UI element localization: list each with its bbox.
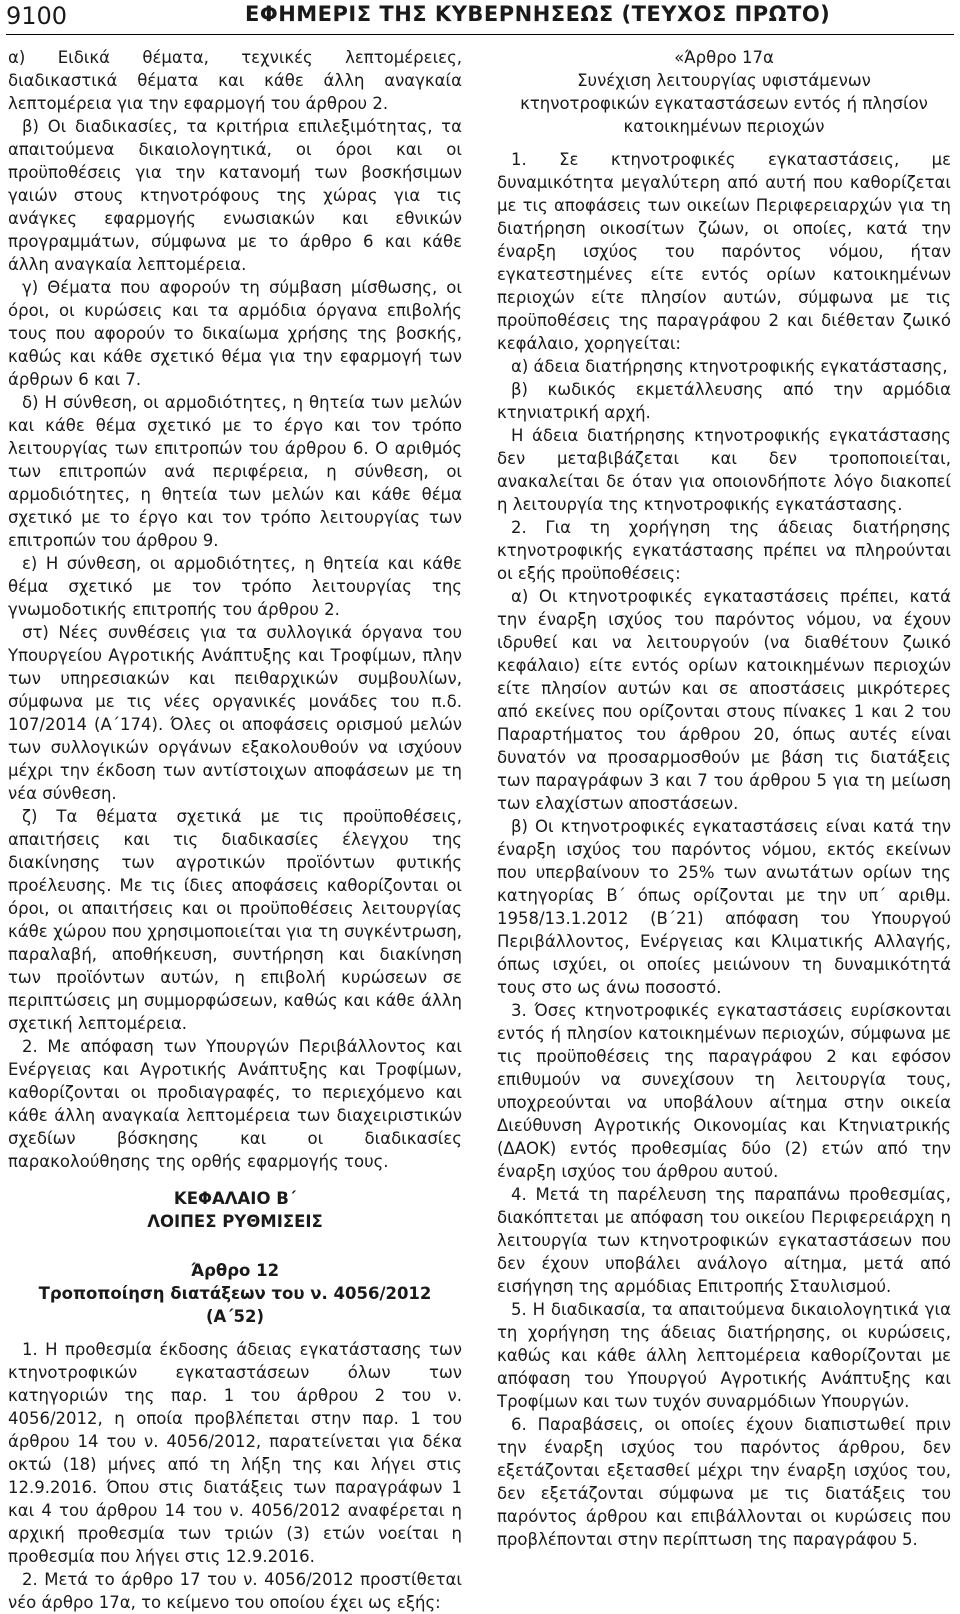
paragraph: α) Ειδικά θέματα, τεχνικές λεπτομέρειες, διαδικαστικά θέματα και κάθε άλλη αναγκαία λεπτομέρεια για την εφαρμογή του άρθρου 2. [8, 48, 462, 113]
paragraph: α) άδεια διατήρησης κτηνοτροφικής εγκατάστασης, [511, 357, 948, 376]
chapter-title: ΛΟΙΠΕΣ ΡΥΘΜΙΣΕΙΣ [147, 1212, 323, 1231]
paragraph: γ) Θέματα που αφορούν τη σύμβαση μίσθωσης, οι όροι, οι κυρώσεις και τα αρμόδια όργανα επιβολής τους που αφορούν το δικαίωμα χρήσης της βοσκής, καθώς και κάθε σχετικό θέμα για την εφαρμογή των άρθρων 6 και 7. [8, 278, 462, 389]
paragraph: 4. Μετά τη παρέλευση της παραπάνω προθεσμίας, διακόπτεται με απόφαση του οικείου Περιφερειάρχη η λειτουργία των κτηνοτροφικών εγκαταστάσεων που δεν έχουν υποβάλει ανάλογο αίτημα, μετά από εισήγηση της αρμόδιας Επιτροπής Σταυλισμού. [497, 1185, 951, 1296]
paragraph: 1. Σε κτηνοτροφικές εγκαταστάσεις, με δυναμικότητα μεγαλύτερη από αυτή που καθορίζεται με τις αποφάσεις των οικείων Περιφερειαρχών για τη διατήρηση οικοσίτων ζώων, οι οποίες, κατά την έναρξη ισχύος του παρόντος νόμου, ήταν εγκατεστημένες είτε εντός ορίων κατοικημένων περιοχών είτε πλησίον αυτών, σύμφωνα με τις προϋποθέσεις της παραγράφου 2 και διέθεταν ζωικό κεφάλαιο, χορηγείται: [497, 150, 951, 353]
gazette-title: ΕΦΗΜΕΡΙΣ ΤΗΣ ΚΥΒΕΡΝΗΣΕΩΣ (ΤΕΥΧΟΣ ΠΡΩΤΟ) [245, 2, 831, 26]
paragraph: β) Οι κτηνοτροφικές εγκαταστάσεις είναι κατά την έναρξη ισχύος του παρόντος νόμου, εκτός εκείνων που υπερβαίνουν το 25% των ανωτάτων ορίων της κατηγορίας Β΄ όπως ορίζονται με την υπ΄ αριθμ. 1958/13.1.2012 (Β΄21) απόφαση του Υπουργού Περιβάλλοντος, Ενέργειας και Κλιματικής Αλλαγής, όπως ισχύει, οι οποίες μειώνουν τη δυναμικότητά τους στο ως άνω ποσοστό. [497, 817, 951, 997]
paragraph: 2. Με απόφαση των Υπουργών Περιβάλλοντος και Ενέργειας και Αγροτικής Ανάπτυξης και Τροφίμων, καθορίζονται οι προδιαγραφές, το περιεχόμενο και κάθε άλλη αναγκαία λεπτομέρεια των διαχειριστικών σχεδίων βόσκησης και οι διαδικασίες παρακολούθησης της ορθής εφαρμογής τους. [8, 1037, 462, 1171]
article-heading: Άρθρο 12 [190, 1261, 280, 1280]
paragraph: ζ) Τα θέματα σχετικά με τις προϋποθέσεις, απαιτήσεις και τις διαδικασίες έλεγχου της διακίνησης των αγροτικών προϊόντων φυτικής προέλευσης. Με τις ίδιες αποφάσεις καθορίζονται οι όροι, οι απαιτήσεις και οι προϋποθέσεις λειτουργίας κάθε χώρου που χρησιμοποιείται για τη συγκέντρωση, παραλαβή, αποθήκευση, συντήρηση και διακίνηση των προϊόντων αυτών, η επιβολή κυρώσεων σε περιπτώσεις μη συμμορφώσεων, καθώς και κάθε άλλη σχετική λεπτομέρεια. [8, 807, 462, 1033]
right-column [497, 46, 951, 1551]
chapter-heading: ΚΕΦΑΛΑΙΟ Β΄ [173, 1189, 297, 1208]
paragraph: 5. Η διαδικασία, τα απαιτούμενα δικαιολογητικά για τη χορήγηση της άδειας διατήρησης, οι κυρώσεις, καθώς και κάθε άλλη λεπτομέρεια καθορίζονται με απόφαση του Υπουργού Αγροτικής Ανάπτυξης και Τροφίμων και των τυχόν συναρμόδιων Υπουργών. [497, 1300, 951, 1411]
paragraph: 2. Για τη χορήγηση της άδειας διατήρησης κτηνοτροφικής εγκατάστασης πρέπει να πληρούνται οι εξής προϋποθέσεις: [497, 518, 951, 583]
article-title: Τροποποίηση διατάξεων του ν. 4056/2012 (Α΄52) [38, 1284, 432, 1326]
paragraph: 6. Παραβάσεις, οι οποίες έχουν διαπιστωθεί πριν την έναρξη ισχύος του παρόντος άρθρου, δεν εξετάζονται εξετασθεί μέχρι την έναρξη ισχύος του, δεν εξετάζονται σύμφωνα με τις διατάξεις του παρόντος άρθρου και επιβάλλονται οι κυρώσεις που προβλέπονται στην περίπτωση της παραγράφου 5. [497, 1415, 951, 1549]
paragraph: στ) Νέες συνθέσεις για τα συλλογικά όργανα του Υπουργείου Αγροτικής Ανάπτυξης και Τροφίμων, πλην των υπηρεσιακών και πειθαρχικών συμβουλίων, σύμφωνα με τις νέες οργανικές μονάδες του π.δ. 107/2014 (Α΄174). Όλες οι αποφάσεις ορισμού μελών των συλλογικών οργάνων εξακολουθούν να ισχύουν μέχρι την έκδοση των αντίστοιχων αποφάσεων με τη νέα σύνθεση. [8, 623, 462, 803]
paragraph: β) Οι διαδικασίες, τα κριτήρια επιλεξιμότητας, τα απαιτούμενα δικαιολογητικά, οι όροι και οι προϋποθέσεις για την κατανομή των βοσκήσιμων γαιών στους κτηνοτρόφους της χώρας για τις ανάγκες εφαρμογής ενωσιακών και εθνικών προγραμμάτων, σύμφωνα με το άρθρο 6 και κάθε άλλη αναγκαία λεπτομέρεια. [8, 117, 462, 274]
paragraph: 2. Μετά το άρθρο 17 του ν. 4056/2012 προστίθεται νέο άρθρο 17α, το κείμενο του οποίου έχει ως εξής: [8, 1570, 462, 1612]
paragraph: ε) Η σύνθεση, οι αρμοδιότητες, η θητεία και κάθε θέμα σχετικό με τον τρόπο λειτουργίας της γνωμοδοτικής επιτροπής του άρθρου 2. [8, 554, 462, 619]
paragraph: δ) Η σύνθεση, οι αρμοδιότητες, η θητεία των μελών και κάθε θέμα σχετικό με το έργο και τον τρόπο λειτουργίας των επιτροπών του άρθρου 6. Ο αριθμός των επιτροπών ανά περιφέρεια, η σύνθεση, οι αρμοδιότητες, η θητεία των μελών και κάθε θέμα σχετικό με το έργο και τον τρόπο λειτουργίας των επιτροπών του άρθρου 9. [8, 393, 462, 550]
paragraph: α) Οι κτηνοτροφικές εγκαταστάσεις πρέπει, κατά την έναρξη ισχύος του παρόντος νόμου, να έχουν ιδρυθεί και να λειτουργούν (να διαθέτουν ζωικό κεφάλαιο) είτε εντός ορίων κατοικημένων περιοχών είτε πλησίον αυτών και σε αποστάσεις μικρότερες από εκείνες που ορίζονται στους πίνακες 1 και 2 του Παραρτήματος του άρθρου 20, όπως αυτές είναι δυνατόν να προσαρμοσθούν με βάση τις διατάξεις των παραγράφων 3 και 7 του άρθρου 5 για τη μείωση των ελαχίστων αποστάσεων. [497, 587, 951, 813]
paragraph: 3. Όσες κτηνοτροφικές εγκαταστάσεις ευρίσκονται εντός ή πλησίον κατοικημένων περιοχών, σύμφωνα με τις προϋποθέσεις της παραγράφου 2 και εφόσον επιθυμούν να συνεχίσουν τη λειτουργία τους, υποχρεούνται να υποβάλουν αίτημα στην οικεία Διεύθυνση Αγροτικής Οικονομίας και Κτηνιατρικής (ΔΑΟΚ) εντός προθεσμίας δύο (2) ετών από την έναρξη ισχύος του άρθρου αυτού. [497, 1001, 951, 1181]
header-rule [6, 34, 954, 35]
left-column [8, 46, 462, 1614]
paragraph: β) κωδικός εκμετάλλευσης από την αρμόδια κτηνιατρική αρχή. [497, 380, 951, 422]
page-number: 9100 [6, 2, 68, 30]
article-title: Συνέχιση λειτουργίας υφιστάμενων κτηνοτροφικών εγκαταστάσεων εντός ή πλησίον κατοικημένων περιοχών [520, 71, 928, 136]
paragraph: Η άδεια διατήρησης κτηνοτροφικής εγκατάστασης δεν μεταβιβάζεται και δεν τροποποιείται, ανακαλείται δε όταν για οποιονδήποτε λόγο διακοπεί η λειτουργία της κτηνοτροφικής εγκατάστασης. [497, 426, 951, 514]
paragraph: 1. Η προθεσμία έκδοσης άδειας εγκατάστασης των κτηνοτροφικών εγκαταστάσεων όλων των κατηγοριών της παρ. 1 του άρθρου 2 του ν. 4056/2012, η οποία προβλέπεται στην παρ. 1 του άρθρου 14 του ν. 4056/2012, παρατείνεται για δέκα οκτώ (18) μήνες από τη λήξη της και λήγει στις 12.9.2016. Όπου στις διατάξεις των παραγράφων 1 και 4 του άρθρου 14 του ν. 4056/2012 αναφέρεται η αρχική προθεσμία των τριών (3) ετών νοείται η προθεσμία που λήγει στις 12.9.2016. [8, 1340, 462, 1566]
article-heading: «Άρθρο 17α [674, 48, 774, 67]
